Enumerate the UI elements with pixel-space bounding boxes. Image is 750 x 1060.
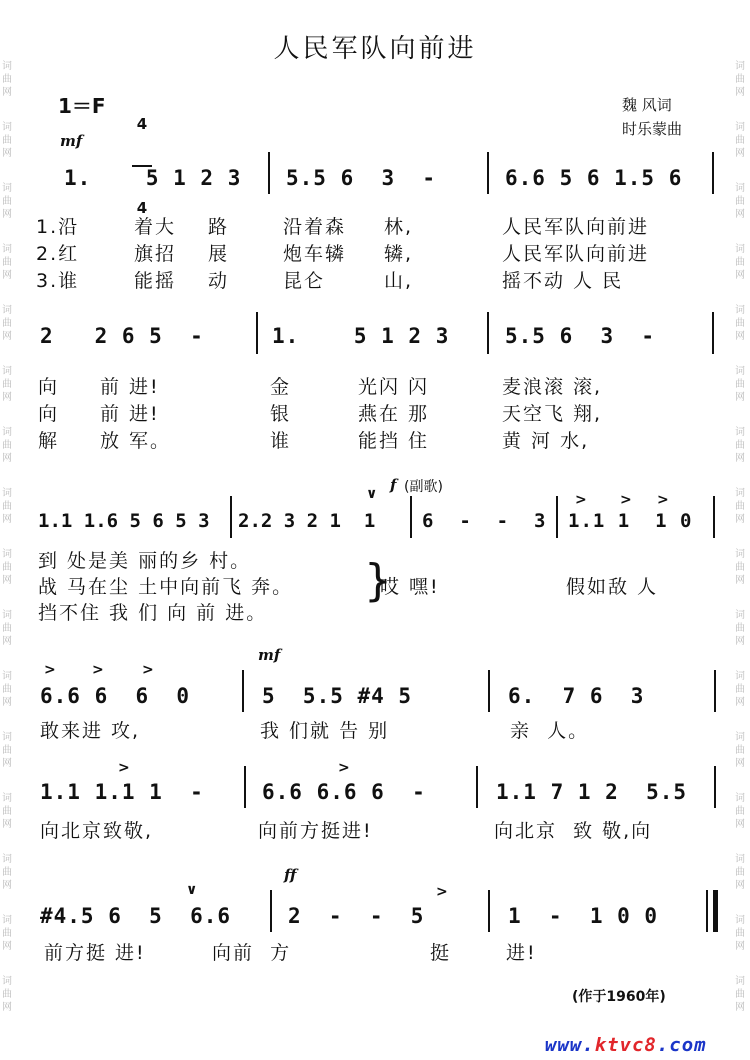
side-watermark-right: [733, 60, 747, 1040]
lyric: 假如敌 人: [566, 576, 659, 598]
side-watermark-char: 曲: [2, 928, 12, 939]
side-watermark-char: 网: [735, 1002, 745, 1013]
side-watermark-char: 词: [735, 183, 745, 194]
dynamic-mark: mf: [60, 132, 83, 150]
lyric: 亲 人。: [510, 720, 590, 742]
side-watermark-char: 曲: [2, 745, 12, 756]
lyric: 进!: [506, 942, 537, 964]
side-watermark-char: 曲: [735, 135, 745, 146]
side-watermark-char: 曲: [735, 196, 745, 207]
lyric: 前方挺 进!: [44, 942, 146, 964]
lyric: 放 军。: [100, 430, 172, 452]
side-watermark-char: 曲: [2, 562, 12, 573]
notation-measure: 1.1 1.6 5 6 5 3: [38, 510, 210, 532]
side-watermark-char: 词: [735, 793, 745, 804]
barline: [712, 152, 714, 194]
side-watermark-char: 网: [2, 880, 12, 891]
lyric: 3.谁: [36, 270, 80, 292]
side-watermark-char: 词: [735, 244, 745, 255]
side-watermark-char: 网: [735, 880, 745, 891]
meter-bottom: 4: [136, 199, 148, 217]
side-watermark-char: 网: [2, 758, 12, 769]
side-watermark-char: 曲: [735, 867, 745, 878]
barline: [556, 496, 558, 538]
side-watermark-char: 词: [2, 732, 12, 743]
side-watermark-char: 曲: [735, 379, 745, 390]
lyric: 金: [270, 376, 292, 398]
dynamic-mark: mf: [258, 646, 281, 664]
side-watermark-char: 曲: [2, 318, 12, 329]
lyric: 我 们就 告 别: [260, 720, 390, 742]
barline: [270, 890, 272, 932]
lyric: 挺: [430, 942, 452, 964]
side-watermark-char: 网: [2, 575, 12, 586]
barline: [712, 312, 714, 354]
lyric: 战 马在尘 土中向前飞 奔。: [38, 576, 294, 598]
side-watermark-char: 曲: [735, 501, 745, 512]
breath-mark: ∨: [366, 486, 378, 502]
lyric: 麦浪滚 滚,: [502, 376, 603, 398]
side-watermark-char: 曲: [735, 74, 745, 85]
side-watermark-char: 网: [2, 148, 12, 159]
side-watermark-char: 网: [2, 270, 12, 281]
notation-measure: 1.1 1.1 1 -: [40, 780, 204, 804]
lyric: 炮车辚: [283, 243, 347, 265]
barline: [488, 670, 490, 712]
meter-top: 4: [136, 115, 148, 133]
side-watermark-char: 网: [2, 87, 12, 98]
barline: [230, 496, 232, 538]
lyricist-credit: 魏 风词: [622, 96, 672, 114]
side-watermark-char: 网: [2, 636, 12, 647]
lyric: 向前 方: [212, 942, 292, 964]
side-watermark-char: 网: [2, 697, 12, 708]
side-watermark-char: 网: [735, 331, 745, 342]
notation-measure: 1. 5 1 2 3: [272, 324, 450, 348]
lyric: 向前方挺进!: [258, 820, 373, 842]
notation-measure: 1.1 1 1 0: [568, 510, 693, 532]
side-watermark-char: 网: [2, 514, 12, 525]
side-watermark-char: 网: [2, 453, 12, 464]
side-watermark-left: [0, 60, 14, 1040]
side-watermark-char: 网: [2, 941, 12, 952]
lyric: 光闪 闪: [358, 376, 430, 398]
side-watermark-char: 曲: [735, 989, 745, 1000]
lyric: 挡不住 我 们 向 前 进。: [38, 602, 268, 624]
side-watermark-char: 词: [735, 305, 745, 316]
lyric: 天空飞 翔,: [502, 403, 603, 425]
accent-mark: >: [44, 662, 56, 678]
lyric: 展: [208, 243, 230, 265]
side-watermark-char: 曲: [2, 379, 12, 390]
side-watermark-char: 词: [2, 488, 12, 499]
notation-measure: 1. 5 1 2 3: [64, 166, 242, 190]
lyric: 解: [38, 430, 60, 452]
lyric: 2.红: [36, 243, 80, 265]
lyric: 林,: [384, 216, 414, 238]
notation-measure: 6. 7 6 3: [508, 684, 645, 708]
side-watermark-char: 曲: [2, 135, 12, 146]
lyric: 敢来进 攻,: [40, 720, 141, 742]
verse-brace: }: [364, 555, 392, 606]
notation-measure: 2.2 3 2 1 1: [238, 510, 376, 532]
lyric: 人民军队向前进: [502, 243, 650, 265]
side-watermark-char: 词: [2, 854, 12, 865]
side-watermark-char: 网: [735, 270, 745, 281]
barline: [714, 766, 716, 808]
side-watermark-char: 网: [735, 453, 745, 464]
side-watermark-char: 网: [735, 87, 745, 98]
accent-mark: >: [436, 884, 448, 900]
barline: [476, 766, 478, 808]
side-watermark-char: 词: [2, 244, 12, 255]
side-watermark-char: 曲: [2, 196, 12, 207]
time-signature: [132, 84, 152, 232]
side-watermark-char: 曲: [735, 318, 745, 329]
lyric: 沿着森: [283, 216, 347, 238]
side-watermark-char: 曲: [735, 623, 745, 634]
notation-measure: 6 - - 3: [422, 510, 547, 532]
site-watermark-part: www.: [544, 1034, 595, 1056]
side-watermark-char: 曲: [735, 684, 745, 695]
side-watermark-char: 词: [735, 610, 745, 621]
barline: [488, 890, 490, 932]
accent-mark: >: [142, 662, 154, 678]
chorus-label: (副歌): [404, 479, 443, 495]
notation-measure: 1 - 1 0 0: [508, 904, 659, 928]
side-watermark-char: 网: [735, 636, 745, 647]
breath-mark: ∨: [186, 882, 198, 898]
side-watermark-char: 网: [2, 331, 12, 342]
side-watermark-char: 词: [735, 61, 745, 72]
side-watermark-char: 词: [2, 610, 12, 621]
side-watermark-char: 词: [735, 427, 745, 438]
site-watermark: [520, 1012, 707, 1056]
lyric: 摇不动 人 民: [502, 270, 624, 292]
side-watermark-char: 网: [735, 697, 745, 708]
side-watermark-char: 词: [735, 671, 745, 682]
accent-mark: >: [118, 760, 130, 776]
lyric: 旗招: [134, 243, 177, 265]
barline: [487, 312, 489, 354]
lyric: 向北京致敬,: [40, 820, 154, 842]
side-watermark-char: 网: [735, 514, 745, 525]
side-watermark-char: 词: [2, 793, 12, 804]
side-watermark-char: 网: [735, 575, 745, 586]
notation-measure: 2 2 6 5 -: [40, 324, 204, 348]
side-watermark-char: 曲: [735, 440, 745, 451]
side-watermark-char: 词: [2, 183, 12, 194]
side-watermark-char: 曲: [735, 928, 745, 939]
side-watermark-char: 网: [2, 819, 12, 830]
notation-measure: 6.6 6 6 0: [40, 684, 191, 708]
side-watermark-char: 词: [735, 854, 745, 865]
side-watermark-char: 曲: [735, 257, 745, 268]
lyric: 前 进!: [100, 376, 160, 398]
lyric: 路: [208, 216, 230, 238]
side-watermark-char: 曲: [2, 501, 12, 512]
side-watermark-char: 词: [735, 122, 745, 133]
notation-measure: 2 - - 5: [288, 904, 425, 928]
lyric: 1.沿: [36, 216, 80, 238]
lyric: 向: [38, 403, 60, 425]
dynamic-mark: f: [390, 476, 397, 494]
side-watermark-char: 网: [2, 392, 12, 403]
accent-mark: >: [338, 760, 350, 776]
notation-measure: 5.5 6 3 -: [286, 166, 437, 190]
side-watermark-char: 曲: [2, 684, 12, 695]
composition-date: (作于1960年): [572, 989, 666, 1005]
side-watermark-char: 曲: [735, 562, 745, 573]
accent-mark: >: [657, 492, 669, 508]
side-watermark-char: 曲: [2, 257, 12, 268]
side-watermark-char: 网: [735, 392, 745, 403]
accent-mark: >: [92, 662, 104, 678]
side-watermark-char: 曲: [2, 867, 12, 878]
lyric: 前 进!: [100, 403, 160, 425]
side-watermark-char: 词: [735, 488, 745, 499]
side-watermark-char: 曲: [2, 440, 12, 451]
key-signature: 1＝F: [58, 94, 106, 118]
side-watermark-char: 词: [2, 671, 12, 682]
lyric: 能挡 住: [358, 430, 430, 452]
accent-mark: >: [620, 492, 632, 508]
lyric: 向: [38, 376, 60, 398]
side-watermark-char: 曲: [735, 745, 745, 756]
lyric: 山,: [384, 270, 414, 292]
side-watermark-char: 网: [735, 941, 745, 952]
side-watermark-char: 词: [735, 915, 745, 926]
side-watermark-char: 曲: [2, 74, 12, 85]
notation-measure: 6.6 6.6 6 -: [262, 780, 426, 804]
accent-mark: >: [575, 492, 587, 508]
lyric: 昆仑: [283, 270, 326, 292]
notation-measure: #4.5 6 5 6.6: [40, 904, 232, 928]
side-watermark-char: 网: [735, 819, 745, 830]
lyric: 谁: [270, 430, 292, 452]
notation-measure: 1.1 7 1 2 5.5: [496, 780, 688, 804]
side-watermark-char: 词: [2, 61, 12, 72]
side-watermark-char: 曲: [2, 623, 12, 634]
notation-measure: 5 5.5 #4 5: [262, 684, 413, 708]
dynamic-mark: ff: [284, 866, 297, 884]
barline: [268, 152, 270, 194]
side-watermark-char: 词: [2, 915, 12, 926]
lyric: 着大: [134, 216, 177, 238]
side-watermark-char: 词: [2, 549, 12, 560]
barline: [713, 496, 715, 538]
side-watermark-char: 曲: [2, 806, 12, 817]
song-title: 人民军队向前进: [273, 34, 477, 64]
lyric: 银: [270, 403, 292, 425]
lyric: 哎 嘿!: [380, 576, 440, 598]
lyric: 辚,: [384, 243, 414, 265]
side-watermark-char: 词: [735, 366, 745, 377]
notation-measure: 6.6 5 6 1.5 6: [505, 166, 683, 190]
side-watermark-char: 词: [2, 122, 12, 133]
barline: [244, 766, 246, 808]
lyric: 能摇: [134, 270, 177, 292]
composer-credit: 时乐蒙曲: [622, 120, 683, 138]
side-watermark-char: 网: [735, 758, 745, 769]
side-watermark-char: 网: [735, 148, 745, 159]
side-watermark-char: 网: [2, 1002, 12, 1013]
barline: [256, 312, 258, 354]
barline: [487, 152, 489, 194]
side-watermark-char: 词: [2, 976, 12, 987]
site-watermark-part: ktvc8: [594, 1034, 657, 1056]
site-watermark-part: .com: [656, 1034, 707, 1056]
side-watermark-char: 曲: [735, 806, 745, 817]
side-watermark-char: 词: [735, 549, 745, 560]
side-watermark-char: 词: [2, 427, 12, 438]
side-watermark-char: 词: [2, 366, 12, 377]
barline: [242, 670, 244, 712]
side-watermark-char: 词: [2, 305, 12, 316]
barline: [714, 670, 716, 712]
final-barline-thin: [706, 890, 708, 932]
barline: [410, 496, 412, 538]
lyric: 黄 河 水,: [502, 430, 590, 452]
final-barline-thick: [713, 890, 718, 932]
notation-measure: 5.5 6 3 -: [505, 324, 656, 348]
side-watermark-char: 词: [735, 732, 745, 743]
lyric: 动: [208, 270, 230, 292]
lyric: 向北京 致 敬,向: [494, 820, 653, 842]
side-watermark-char: 网: [2, 209, 12, 220]
side-watermark-char: 曲: [2, 989, 12, 1000]
side-watermark-char: 词: [735, 976, 745, 987]
lyric: 燕在 那: [358, 403, 430, 425]
lyric: 到 处是美 丽的乡 村。: [38, 550, 252, 572]
lyric: 人民军队向前进: [502, 216, 650, 238]
side-watermark-char: 网: [735, 209, 745, 220]
